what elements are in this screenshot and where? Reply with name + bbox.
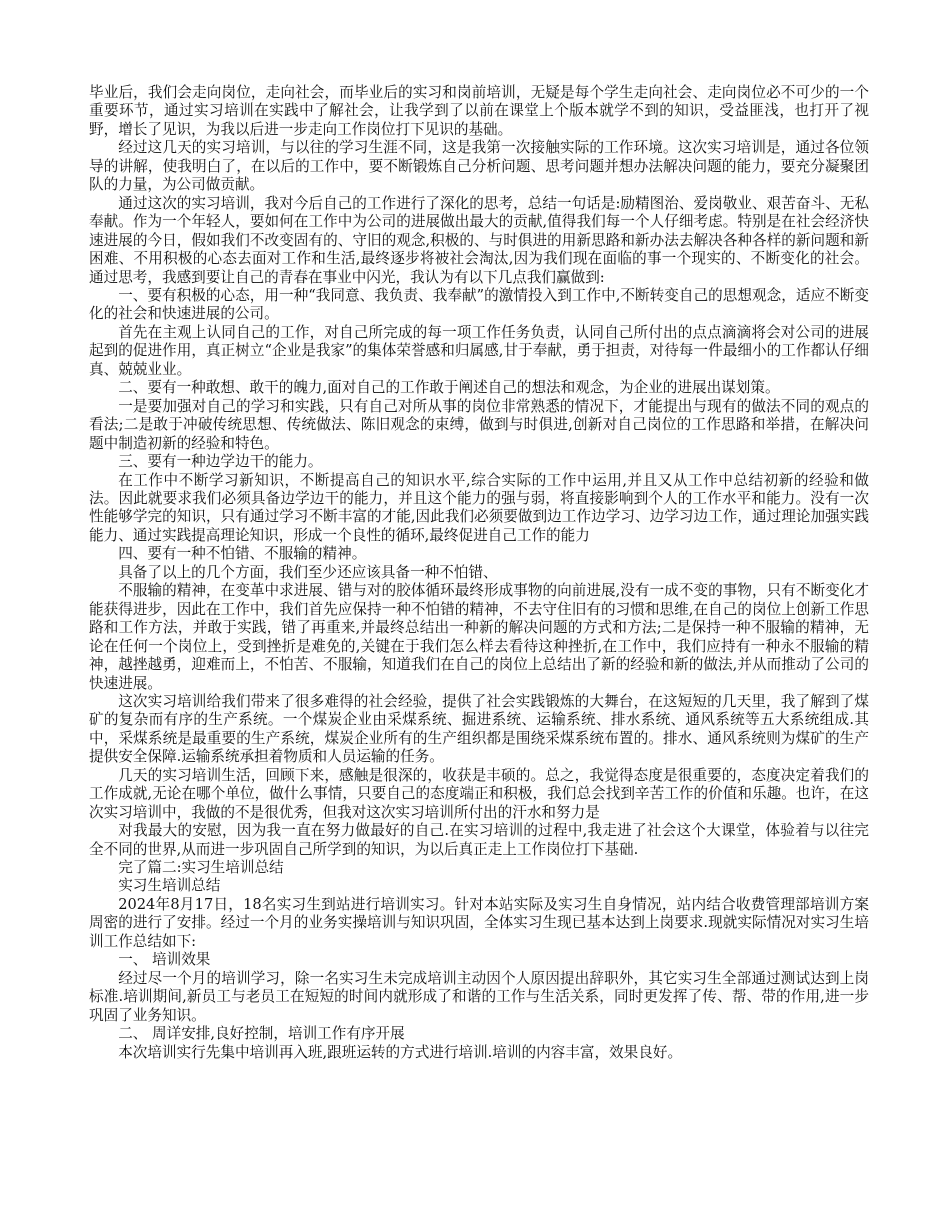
body-paragraph: 经过这几天的实习培训，与以往的学习生涯不同，这是我第一次接触实际的工作环境。这次实习培训是，通过各位领导的讲解，使我明白了，在以后的工作中，要不断锻炼自己分析问题、思考问题并想办法解决问题的能力，要充分凝聚团队的力量，为公司做贡献。: [89, 139, 869, 194]
body-paragraph: 本次培训实行先集中培训再入班,跟班运转的方式进行培训.培训的内容丰富，效果良好。: [118, 1043, 683, 1061]
body-paragraph: 对我最大的安慰，因为我一直在努力做最好的自己.在实习培训的过程中,我走进了社会这个大课堂，体验着与以往完全不同的世界,从而进一步巩固自己所学到的知识，为以后真正走上工作岗位打下基础.: [89, 822, 869, 858]
body-paragraph: 四、要有一种不怕错、不服输的精神。: [118, 545, 367, 563]
body-paragraph: 三、要有一种边学边干的能力。: [118, 453, 323, 471]
body-paragraph: 具备了以上的几个方面，我们至少还应该具备一种不怕错、: [118, 563, 498, 581]
body-paragraph: 不服输的精神，在变革中求进展、错与对的胶体循环最终形成事物的向前进展,没有一成不变的事物，只有不断变化才能获得进步，因此在工作中，我们首先应保持一种不怕错的精神，不去守住旧有的习惯和思维,在自己的岗位上创新工作思路和工作方法，并敢于实践，错了再重来,并最终总结出一种新的解决问题的方式和方法;二是保持一种不服输的精神，无论在任何一个岗位上，受到挫折是难免的,关键在于我们怎么样去看待这种挫折,在工作中，我们应持有一种永不服输的精神，越挫越勇，迎难而上，不怕苦、不服输，知道我们在自己的岗位上总结出了新的经验和新的做法,并从而推动了公司的快速进展。: [89, 582, 869, 692]
body-paragraph: 实习生培训总结: [118, 877, 221, 895]
body-paragraph: 这次实习培训给我们带来了很多难得的社会经验，提供了社会实践锻炼的大舞台，在这短短的几天里，我了解到了煤矿的复杂而有序的生产系统。一个煤炭企业由采煤系统、掘进系统、运输系统、排水系统、通风系统等五大系统组成.其中，采煤系统是最重要的生产系统，煤炭企业所有的生产组织都是围绕采煤系统布置的。排水、通风系统则为煤矿的生产提供安全保障.运输系统承担着物质和人员运输的任务。: [89, 692, 869, 766]
body-paragraph: 通过这次的实习培训，我对今后自己的工作进行了深化的思考，总结一句话是:励精图治、爱岗敬业、艰苦奋斗、无私奉献。作为一个年轻人，要如何在工作中为公司的进展做出最大的贡献,值得我们每一个人仔细考虑。特别是在社会经济快速进展的今日，假如我们不改变固有的、守旧的观念,积极的、与时俱进的用新思路和新办法去解决各种各样的新问题和新困难、不用积极的心态去面对工作和生活,最终逐步将被社会淘汰,因为我们现在面临的事一个现实的、不断变化的社会。通过思考，我感到要让自己的青春在事业中闪光，我认为有以下几点我们赢做到:: [89, 194, 869, 286]
body-paragraph: 二、要有一种敢想、敢干的魄力,面对自己的工作敢于阐述自己的想法和观念，为企业的进展出谋划策。: [118, 379, 780, 397]
body-paragraph: 一、 培训效果: [118, 951, 211, 969]
body-paragraph: 一、要有积极的心态，用一种“我同意、我负责、我奉献”的激情投入到工作中,不断转变自己的思想观念，适应不断变化的社会和快速进展的公司。: [89, 286, 869, 323]
body-paragraph: 完了篇二:实习生培训总结: [118, 859, 284, 877]
body-paragraph: 毕业后，我们会走向岗位，走向社会，而毕业后的实习和岗前培训，无疑是每个学生走向社会、走向岗位必不可少的一个重要环节，通过实习培训在实践中了解社会，让我学到了以前在课堂上个版本就学不到的知识，受益匪浅，也打开了视野，增长了见识，为我以后进一步走向工作岗位打下见识的基础。: [89, 84, 869, 138]
body-paragraph: 2024年8月17日，18名实习生到站进行培训实习。针对本站实际及实习生自身情况，站内结合收费管理部培训方案周密的进行了安排。经过一个月的业务实操培训与知识巩固，全体实习生现已基本达到上岗要求.现就实际情况对实习生培训工作总结如下:: [89, 895, 869, 950]
body-paragraph: 二、 周详安排,良好控制，培训工作有序开展: [118, 1025, 405, 1043]
body-paragraph: 在工作中不断学习新知识，不断提高自己的知识水平,综合实际的工作中运用,并且又从工作中总结初新的经验和做法。因此就要求我们必须具备边学边干的能力，并且这个能力的强与弱，将直接影响到个人的工作水平和能力。没有一次性能够学完的知识，只有通过学习不断丰富的才能,因此我们必须要做到边工作边学习、边学习边工作，通过理论加强实践能力、通过实践提高理论知识，形成一个良性的循环,最终促进自己工作的能力: [89, 471, 869, 544]
body-paragraph: 首先在主观上认同自己的工作，对自己所完成的每一项工作任务负责，认同自己所付出的点点滴滴将会对公司的进展起到的促进作用，真正树立“企业是我家”的集体荣誉感和归属感,甘于奉献，勇于担责，对待每一件最细小的工作都认仔细真、兢兢业业。: [89, 323, 869, 378]
body-paragraph: 经过尽一个月的培训学习，除一名实习生未完成培训主动因个人原因提出辞职外，其它实习生全部通过测试达到上岗标准.培训期间,新员工与老员工在短短的时间内就形成了和谐的工作与生活关系，同时更发挥了传、帮、带的作用,进一步巩固了业务知识。: [89, 969, 869, 1024]
body-paragraph: 一是要加强对自己的学习和实践，只有自己对所从事的岗位非常熟悉的情况下，才能提出与现有的做法不同的观点的看法;二是敢于冲破传统思想、传统做法、陈旧观念的束缚，做到与时俱进,创新对自己岗位的工作思路和举措，在解决问题中制造初新的经验和特色。: [89, 397, 869, 452]
body-paragraph: 几天的实习培训生活，回顾下来，感触是很深的，收获是丰硕的。总之，我觉得态度是很重要的，态度决定着我们的工作成就,无论在哪个单位，做什么事情，只要自己的态度端正和积极，我们总会找到辛苦工作的价值和乐趣。也许，在这次实习培训中，我做的不是很优秀，但我对这次实习培训所付出的汗水和努力是: [89, 766, 869, 821]
